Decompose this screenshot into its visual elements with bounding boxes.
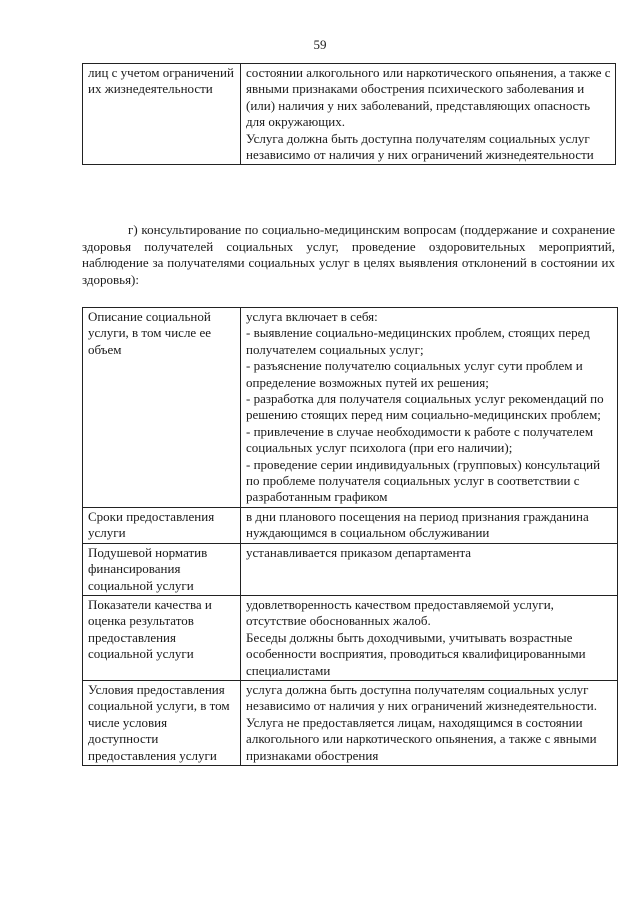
content-line: удовлетворенность качеством предоставляемой услуги, отсутствие обоснованных жалоб. — [246, 596, 554, 629]
content-line: услуга включает в себя: — [246, 309, 378, 324]
row-content — [241, 543, 618, 595]
content-line: Беседы должны быть доходчивыми, учитывать возрастные особенности восприятия, проводиться квалифицированными специалистами — [246, 629, 586, 678]
service-table-continued — [82, 63, 616, 165]
content-line: устанавливается приказом департамента — [246, 544, 472, 560]
row-label: лиц с учетом ограничений их жизнедеятельности — [83, 64, 241, 165]
content-line: - разъяснение получателю социальных услуг сути проблем и определение возможных путей их решения; — [246, 358, 583, 390]
content-paragraph: состоянии алкогольного или наркотического опьянения, а также с явными признаками обострения психического заболевания и (или) наличия у них заболеваний, представляющих опасность для окружающих. — [246, 65, 611, 130]
content-line: в дни планового посещения на период признания гражданина нуждающимся в социальном обслуживании — [246, 508, 589, 541]
content-paragraph: Услуга должна быть доступна получателям социальных услуг независимо от наличия у них ограничений жизнедеятельности — [246, 130, 594, 163]
table-row — [83, 680, 618, 765]
content-line: услуга должна быть доступна получателям социальных услуг независимо от наличия у них ограничений жизнедеятельности. — [246, 681, 598, 714]
content-line: - привлечение в случае необходимости к работе с получателем социальных услуг психолога (при его наличии); — [246, 423, 594, 456]
section-paragraph: г) консультирование по социально-медицинским вопросам (поддержание и сохранение здоровья получателей социальных услуг, проведение оздоровительных мероприятий, наблюдение за получателями социальных услуг в целях выявления отклонений в состоянии их здоровья): — [82, 222, 615, 287]
table-row — [83, 507, 618, 543]
content-line: - разработка для получателя социальных услуг рекомендаций по решению стоящих перед ним социально-медицинских проблем; — [246, 391, 604, 423]
row-label: Описание социальной услуги, в том числе ее объем — [83, 308, 241, 508]
row-content — [241, 680, 618, 765]
row-content — [241, 308, 618, 508]
page-number: 59 — [313, 37, 327, 52]
content-line: - выявление социально-медицинских проблем, стоящих перед получателем социальных услуг; — [246, 325, 590, 357]
service-table — [82, 307, 618, 766]
row-content — [241, 64, 616, 165]
row-label: Сроки предоставления услуги — [83, 507, 241, 543]
row-content — [241, 507, 618, 543]
row-label: Показатели качества и оценка результатов предоставления социальной услуги — [83, 595, 241, 680]
table-row — [83, 64, 616, 165]
content-line: Услуга не предоставляется лицам, находящимся в состоянии алкогольного или наркотического опьянения, а также с явными признаками обострения — [246, 714, 597, 763]
table-row — [83, 308, 618, 508]
row-label: Условия предоставления социальной услуги, в том числе условия доступности предоставления услуги — [83, 680, 241, 765]
table-row — [83, 543, 618, 595]
row-label: Подушевой норматив финансирования социальной услуги — [83, 543, 241, 595]
row-content — [241, 595, 618, 680]
table-row — [83, 595, 618, 680]
content-line: - проведение серии индивидуальных (групповых) консультаций по проблеме получателя социальных услуг в соответствии с разработанным графиком — [246, 456, 601, 505]
